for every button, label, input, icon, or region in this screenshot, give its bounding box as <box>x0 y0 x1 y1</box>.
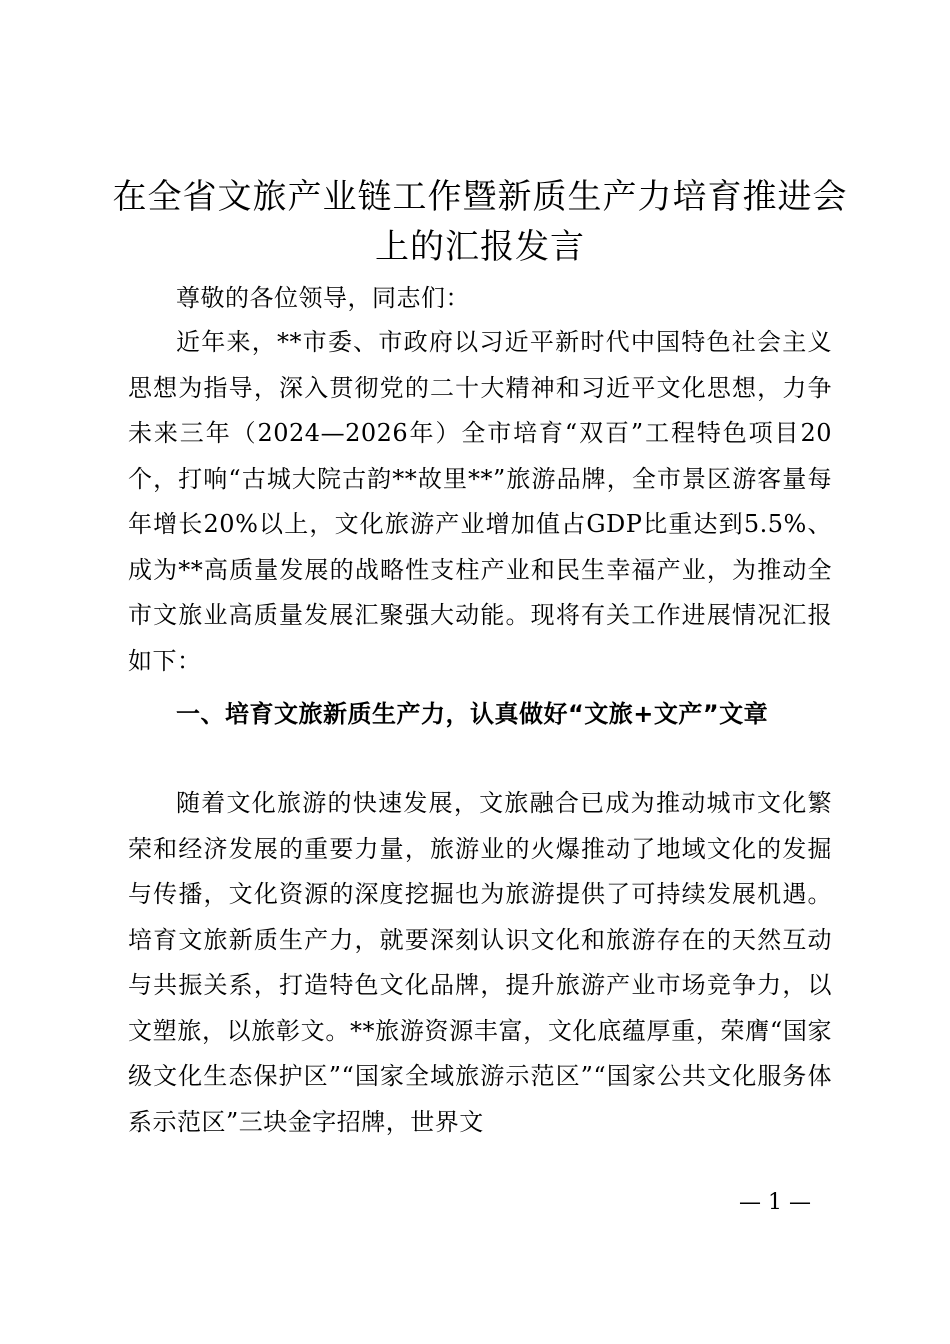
section-heading-1: 一、培育文旅新质生产力，认真做好“文旅+文产”文章 <box>176 700 769 728</box>
paragraph-1: 近年来，**市委、市政府以习近平新时代中国特色社会主义思想为指导，深入贯彻党的二十大精神和习近平文化思想，力争未来三年（2024—2026年）全市培育“双百”工程特色项目20个，打响“古城大院古韵**故里**”旅游品牌，全市景区游客量每年增长20%以上，文化旅游产业增加值占GDP比重达到5.5%、成为**高质量发展的战略性支柱产业和民生幸福产业，为推动全市文旅业高质量发展汇聚强大动能。现将有关工作进展情况汇报如下： <box>128 328 832 675</box>
page-number: — 1 — <box>739 1190 811 1215</box>
greeting: 尊敬的各位领导，同志们： <box>176 284 470 312</box>
paragraph-2: 随着文化旅游的快速发展，文旅融合已成为推动城市文化繁荣和经济发展的重要力量，旅游业的火爆推动了地域文化的发掘与传播，文化资源的深度挖掘也为旅游提供了可持续发展机遇。培育文旅新质生产力，就要深刻认识文化和旅游存在的天然互动与共振关系，打造特色文化品牌，提升旅游产业市场竞争力，以文塑旅，以旅彰文。**旅游资源丰富，文化底蕴厚重，荣膺“国家级文化生态保护区”“国家全域旅游示范区”“国家公共文化服务体系示范区”三块金字招牌，世界文 <box>128 789 832 1136</box>
document-title: 在全省文旅产业链工作暨新质生产力培育推进会上的汇报发言 <box>112 177 848 267</box>
